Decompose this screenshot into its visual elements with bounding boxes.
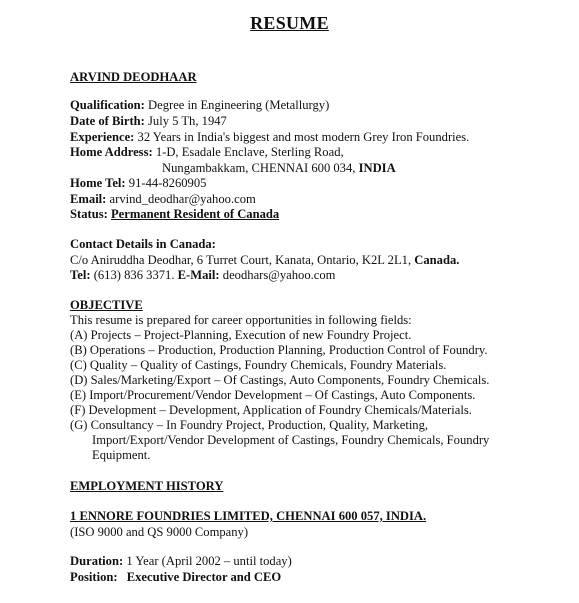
email-value[interactable]: arvind_deodhar@yahoo.com [109,192,256,206]
candidate-name: ARVIND DEODHAAR [70,70,197,84]
address-line1: 1-D, Esadale Enclave, Sterling Road, [155,145,344,159]
employment-heading: EMPLOYMENT HISTORY [70,479,224,493]
home-tel-label: Home Tel: [70,176,126,190]
email-label: Email: [70,192,107,206]
qualification-row [70,98,329,114]
objective-item-g-cont-2: Equipment. [92,448,151,462]
canada-country: Canada. [414,253,460,267]
position-row [70,570,281,586]
address-label: Home Address: [70,145,153,159]
duration-value: 1 Year (April 2002 – until today) [126,554,292,568]
experience-row [70,130,469,146]
canada-tel-label: Tel: [70,268,91,282]
objective-item-g-cont-1: Import/Export/Vendor Development of Castings, Foundry Chemicals, Foundry [92,433,490,447]
position-value: Executive Director and CEO [126,570,282,584]
objective-item-a: (A) Projects – Project-Planning, Execution of new Foundry Project. [70,328,412,342]
canada-email-label: E-Mail: [177,268,220,282]
canada-address-row [70,253,459,269]
experience-label: Experience: [70,130,135,144]
objective-item-e: (E) Import/Procurement/Vendor Development – Of Castings, Auto Components. [70,388,476,402]
employer-certification: (ISO 9000 and QS 9000 Company) [70,525,249,539]
objective-item-c: (C) Quality – Quality of Castings, Foundry Chemicals, Foundry Materials. [70,358,447,372]
duration-label: Duration: [70,554,124,568]
objective-item-d: (D) Sales/Marketing/Export – Of Castings, Auto Components, Foundry Chemicals. [70,373,490,387]
canada-tel-value: (613) 836 3371. [93,268,175,282]
objective-item-f: (F) Development – Development, Application of Foundry Chemicals/Materials. [70,403,472,417]
canada-email-value[interactable]: deodhars@yahoo.com [222,268,336,282]
dob-row [70,114,227,130]
experience-value: 32 Years in India's biggest and most modern Grey Iron Foundries. [137,130,470,144]
duration-row [70,554,292,570]
objective-item-b: (B) Operations – Production, Production Planning, Production Control of Foundry. [70,343,488,357]
home-tel-value: 91-44-8260905 [128,176,207,190]
home-tel-row [70,176,206,192]
dob-value: July 5 Th, 1947 [148,114,227,128]
qualification-value: Degree in Engineering (Metallurgy) [148,98,330,112]
canada-address: C/o Aniruddha Deodhar, 6 Turret Court, Kanata, Ontario, K2L 2L1, [70,253,412,267]
objective-heading: OBJECTIVE [70,298,143,312]
status-row [70,207,279,223]
canada-phone-row [70,268,335,284]
employer-name: 1 ENNORE FOUNDRIES LIMITED, CHENNAI 600 057, INDIA. [70,509,427,523]
objective-intro: This resume is prepared for career opportunities in following fields: [70,313,412,327]
dob-label: Date of Birth: [70,114,145,128]
status-label: Status: [70,207,108,221]
qualification-label: Qualification: [70,98,145,112]
status-value: Permanent Resident of Canada [110,207,280,221]
address-line2: Nungambakkam, CHENNAI 600 034, [162,161,356,175]
address-country: INDIA [358,161,396,175]
page-title: RESUME [250,13,329,33]
canada-contact-heading: Contact Details in Canada: [70,237,216,251]
objective-item-g: (G) Consultancy – In Foundry Project, Production, Quality, Marketing, [70,418,429,432]
email-row [70,192,256,208]
address-row [70,145,344,161]
position-label: Position: [70,570,118,584]
address-row-2 [162,161,396,177]
